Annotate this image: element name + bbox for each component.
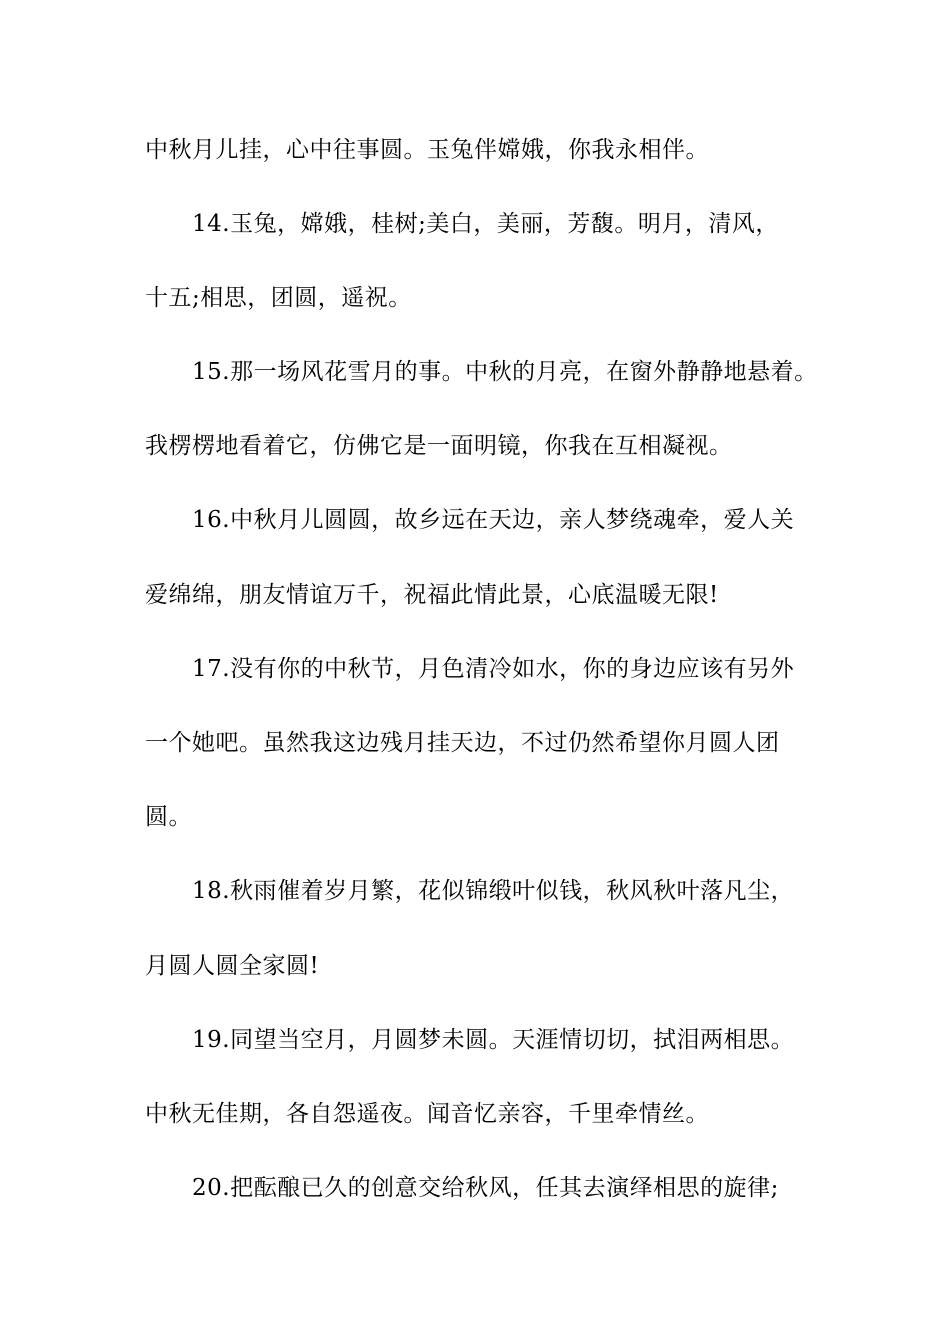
text-line: 15.那一场风花雪月的事。中秋的月亮，在窗外静静地悬着。 — [192, 359, 818, 385]
text-line: 中秋无佳期，各自怨遥夜。闻音忆亲容，千里牵情丝。 — [145, 1101, 709, 1127]
text-line: 我楞楞地看着它，仿佛它是一面明镜，你我在互相凝视。 — [145, 433, 733, 459]
text-line: 十五;相思，团圆，遥祝。 — [145, 285, 412, 311]
text-line: 中秋月儿挂，心中往事圆。玉兔伴嫦娥，你我永相伴。 — [145, 137, 709, 163]
text-line: 17.没有你的中秋节，月色清冷如水，你的身边应该有另外 — [192, 656, 795, 682]
text-line: 爱绵绵，朋友情谊万千，祝福此情此景，心底温暖无限! — [145, 582, 719, 608]
text-line: 19.同望当空月，月圆梦未圆。天涯情切切，拭泪两相思。 — [192, 1027, 795, 1053]
text-line: 圆。 — [145, 804, 192, 830]
text-line: 月圆人圆全家圆! — [145, 953, 320, 979]
text-line: 18.秋雨催着岁月繁，花似锦缎叶似钱，秋风秋叶落凡尘， — [192, 878, 795, 904]
text-line: 16.中秋月儿圆圆，故乡远在天边，亲人梦绕魂牵，爱人关 — [192, 507, 795, 533]
text-line: 14.玉兔，嫦娥，桂树;美白，美丽，芳馥。明月，清风， — [192, 211, 779, 237]
text-line: 一个她吧。虽然我这边残月挂天边，不过仍然希望你月圆人团 — [145, 730, 780, 756]
text-line: 20.把酝酿已久的创意交给秋风，任其去演绎相思的旋律; — [192, 1175, 779, 1201]
